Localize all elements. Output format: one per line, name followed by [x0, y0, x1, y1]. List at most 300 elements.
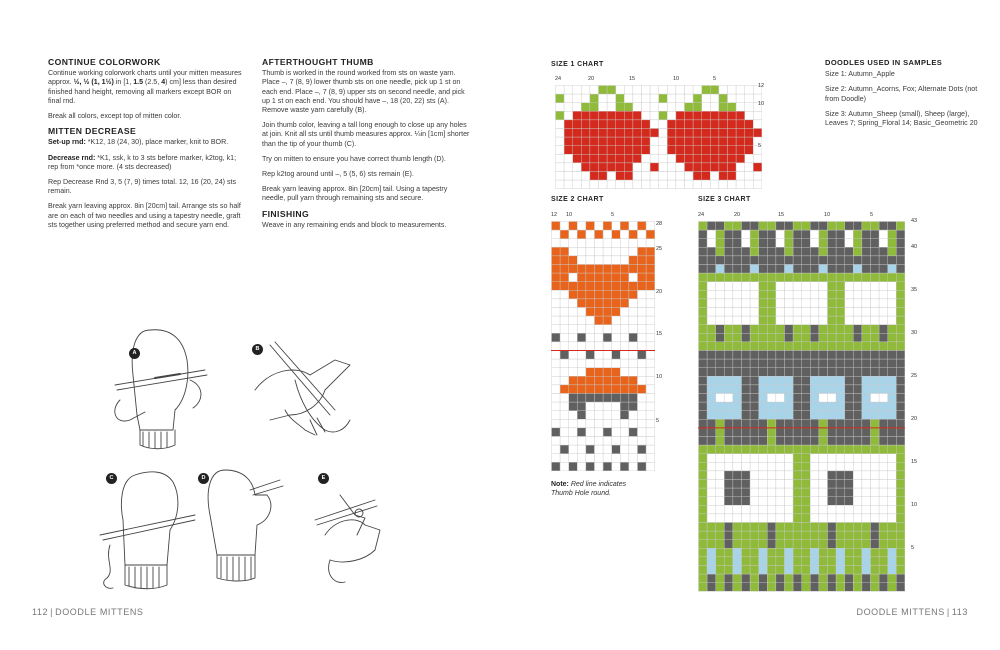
chart-cell — [620, 256, 629, 265]
chart-cell — [871, 540, 880, 549]
chart-cell — [736, 120, 745, 129]
chart-cell — [750, 333, 759, 342]
chart-cell — [719, 180, 728, 189]
chart-cell — [862, 394, 871, 403]
chart-cell — [577, 290, 586, 299]
chart-cell — [702, 180, 711, 189]
chart-cell — [819, 445, 828, 454]
chart-cell — [699, 480, 708, 489]
chart-cell — [707, 531, 716, 540]
chart-cell — [724, 394, 733, 403]
setup-label: Set-up rnd: — [48, 138, 86, 147]
chart-cell — [620, 402, 629, 411]
chart-cell — [638, 428, 647, 437]
chart-cell — [750, 566, 759, 575]
chart-cell — [667, 154, 676, 163]
chart-cell — [767, 239, 776, 248]
chart-cell — [646, 419, 655, 428]
chart-cell — [896, 308, 905, 317]
chart-cell — [750, 230, 759, 239]
chart-cell — [871, 342, 880, 351]
chart-cell — [828, 419, 837, 428]
chart-cell — [699, 437, 708, 446]
chart-cell — [702, 129, 711, 138]
chart-cell — [716, 299, 725, 308]
chart-cell — [819, 574, 828, 583]
chart-cell — [802, 376, 811, 385]
chart-cell — [569, 316, 578, 325]
chart-cell — [586, 239, 595, 248]
chart-cell — [845, 411, 854, 420]
chart-cell — [699, 428, 708, 437]
chart-cell — [845, 333, 854, 342]
chart-cell — [638, 445, 647, 454]
chart-cell — [693, 86, 702, 95]
chart-cell — [733, 351, 742, 360]
chart-cell — [577, 428, 586, 437]
chart-cell — [716, 488, 725, 497]
chart-cell — [819, 273, 828, 282]
chart-cell — [612, 325, 621, 334]
chart-cell — [728, 137, 737, 146]
chart-cell — [896, 385, 905, 394]
chart-cell — [733, 514, 742, 523]
chart-cell — [552, 290, 561, 299]
chart-cell — [612, 359, 621, 368]
chart-cell — [728, 111, 737, 120]
chart-cell — [853, 437, 862, 446]
chart-cell — [802, 385, 811, 394]
size1-side-ticks — [758, 85, 770, 185]
chart-cell — [595, 445, 604, 454]
chart-cell — [853, 239, 862, 248]
chart-cell — [552, 402, 561, 411]
chart-cell — [810, 437, 819, 446]
chart-cell — [862, 454, 871, 463]
chart-cell — [724, 325, 733, 334]
chart-cell — [707, 402, 716, 411]
chart-cell — [785, 454, 794, 463]
chart-cell — [750, 342, 759, 351]
chart-cell — [896, 342, 905, 351]
chart-cell — [736, 146, 745, 155]
illustration-a — [115, 330, 207, 449]
decrease-round-text — [48, 154, 243, 172]
chart-cell — [793, 385, 802, 394]
chart-cell — [879, 265, 888, 274]
chart-cell — [793, 247, 802, 256]
chart-cell — [871, 325, 880, 334]
size2-chart — [551, 221, 655, 471]
chart-cell — [569, 385, 578, 394]
chart-cell — [612, 333, 621, 342]
chart-cell — [767, 290, 776, 299]
chart-cell — [896, 471, 905, 480]
chart-cell — [785, 574, 794, 583]
chart-cell — [719, 172, 728, 181]
chart-cell — [612, 273, 621, 282]
chart-cell — [742, 342, 751, 351]
chart-cell — [719, 163, 728, 172]
chart-cell — [646, 411, 655, 420]
chart-cell — [802, 566, 811, 575]
chart-cell — [845, 428, 854, 437]
chart-cell — [716, 540, 725, 549]
chart-cell — [719, 86, 728, 95]
chart-cell — [742, 480, 751, 489]
chart-cell — [745, 94, 754, 103]
chart-cell — [785, 437, 794, 446]
chart-cell — [556, 86, 565, 95]
chart-cell — [793, 505, 802, 514]
chart-cell — [853, 222, 862, 231]
chart-cell — [767, 385, 776, 394]
chart-cell — [742, 230, 751, 239]
chart-cell — [607, 180, 616, 189]
chart-cell — [785, 514, 794, 523]
chart-cell — [710, 172, 719, 181]
chart-cell — [759, 428, 768, 437]
chart-cell — [577, 351, 586, 360]
chart-cell — [716, 359, 725, 368]
chart-cell — [733, 445, 742, 454]
chart-cell — [569, 247, 578, 256]
chart-cell — [853, 394, 862, 403]
chart-cell — [586, 376, 595, 385]
chart-cell — [879, 222, 888, 231]
tick-label: 20 — [588, 76, 595, 82]
chart-cell — [862, 316, 871, 325]
illustration-e — [315, 495, 380, 583]
chart-cell — [896, 497, 905, 506]
chart-cell — [828, 445, 837, 454]
chart-cell — [638, 230, 647, 239]
chart-cell — [560, 290, 569, 299]
chart-cell — [581, 180, 590, 189]
chart-cell — [620, 230, 629, 239]
chart-cell — [853, 376, 862, 385]
chart-cell — [573, 129, 582, 138]
chart-cell — [793, 437, 802, 446]
chart-cell — [819, 308, 828, 317]
chart-cell — [552, 256, 561, 265]
chart-cell — [699, 299, 708, 308]
chart-cell — [724, 376, 733, 385]
chart-cell — [699, 454, 708, 463]
chart-cell — [724, 230, 733, 239]
chart-cell — [676, 154, 685, 163]
chart-cell — [707, 273, 716, 282]
chart-cell — [577, 230, 586, 239]
chart-cell — [685, 137, 694, 146]
chart-cell — [742, 273, 751, 282]
chart-cell — [569, 239, 578, 248]
chart-cell — [642, 146, 651, 155]
chart-cell — [603, 333, 612, 342]
chart-cell — [633, 86, 642, 95]
chart-cell — [871, 548, 880, 557]
chart-cell — [879, 462, 888, 471]
chart-cell — [685, 129, 694, 138]
chart-cell — [595, 351, 604, 360]
chart-cell — [716, 265, 725, 274]
chart-cell — [638, 222, 647, 231]
chart-cell — [853, 557, 862, 566]
chart-cell — [667, 172, 676, 181]
chart-cell — [776, 480, 785, 489]
chart-cell — [745, 163, 754, 172]
chart-cell — [759, 222, 768, 231]
chart-cell — [896, 419, 905, 428]
chart-cell — [871, 471, 880, 480]
chart-cell — [853, 445, 862, 454]
chart-cell — [577, 273, 586, 282]
chart-cell — [603, 342, 612, 351]
chart-cell — [750, 480, 759, 489]
chart-cell — [603, 402, 612, 411]
chart-cell — [603, 316, 612, 325]
chart-cell — [638, 368, 647, 377]
chart-cell — [767, 505, 776, 514]
chart-cell — [629, 376, 638, 385]
chart-cell — [793, 445, 802, 454]
chart-cell — [836, 247, 845, 256]
chart-cell — [724, 282, 733, 291]
chart-cell — [845, 402, 854, 411]
chart-cell — [888, 368, 897, 377]
chart-cell — [767, 411, 776, 420]
chart-cell — [750, 351, 759, 360]
chart-cell — [699, 351, 708, 360]
chart-cell — [750, 308, 759, 317]
chart-cell — [667, 111, 676, 120]
chart-cell — [871, 239, 880, 248]
chart-cell — [560, 325, 569, 334]
chart-cell — [699, 394, 708, 403]
chart-cell — [646, 290, 655, 299]
chart-cell — [853, 471, 862, 480]
chart-cell — [871, 308, 880, 317]
chart-cell — [793, 394, 802, 403]
chart-cell — [776, 531, 785, 540]
chart-cell — [707, 523, 716, 532]
chart-cell — [879, 411, 888, 420]
chart-cell — [650, 137, 659, 146]
chart-cell — [646, 359, 655, 368]
chart-cell — [710, 163, 719, 172]
chart-cell — [603, 265, 612, 274]
chart-cell — [620, 368, 629, 377]
chart-cell — [785, 480, 794, 489]
tick-label: 5 — [656, 418, 660, 424]
chart-cell — [853, 368, 862, 377]
chart-cell — [767, 247, 776, 256]
chart-cell — [767, 480, 776, 489]
chart-cell — [750, 488, 759, 497]
chart-cell — [595, 368, 604, 377]
chart-cell — [750, 247, 759, 256]
chart-cell — [853, 428, 862, 437]
chart-cell — [716, 290, 725, 299]
chart-cell — [590, 86, 599, 95]
chart-cell — [879, 445, 888, 454]
chart-cell — [616, 180, 625, 189]
chart-cell — [733, 523, 742, 532]
chart-cell — [793, 488, 802, 497]
chart-cell — [595, 428, 604, 437]
chart-cell — [624, 86, 633, 95]
chart-cell — [552, 428, 561, 437]
chart-cell — [716, 514, 725, 523]
chart-cell — [707, 385, 716, 394]
chart-cell — [595, 230, 604, 239]
chart-cell — [742, 497, 751, 506]
chart-cell — [581, 137, 590, 146]
chart-cell — [676, 111, 685, 120]
chart-cell — [836, 402, 845, 411]
chart-cell — [810, 583, 819, 592]
chart-cell — [577, 316, 586, 325]
chart-cell — [719, 137, 728, 146]
chart-cell — [577, 359, 586, 368]
chart-cell — [620, 247, 629, 256]
chart-cell — [699, 445, 708, 454]
chart-cell — [699, 333, 708, 342]
chart-cell — [646, 239, 655, 248]
tick-label: 5 — [758, 143, 762, 149]
chart-cell — [871, 574, 880, 583]
chart-cell — [728, 146, 737, 155]
chart-cell — [716, 256, 725, 265]
chart-cell — [810, 557, 819, 566]
chart-cell — [853, 273, 862, 282]
chart-cell — [836, 557, 845, 566]
chart-cell — [616, 146, 625, 155]
chart-cell — [742, 256, 751, 265]
text-run: ) cm] less than desired finished hand height, removing all markers except BOR on final rnd. — [48, 78, 237, 105]
chart-cell — [888, 351, 897, 360]
chart-cell — [612, 428, 621, 437]
chart-cell — [785, 333, 794, 342]
folio-title: DOODLE MITTENS — [55, 607, 144, 617]
chart-cell — [767, 376, 776, 385]
chart-cell — [793, 368, 802, 377]
chart-cell — [586, 385, 595, 394]
chart-cell — [785, 290, 794, 299]
chart-cell — [646, 385, 655, 394]
chart-cell — [802, 290, 811, 299]
chart-cell — [685, 180, 694, 189]
chart-cell — [767, 540, 776, 549]
chart-cell — [646, 222, 655, 231]
chart-cell — [560, 419, 569, 428]
left-column — [48, 58, 243, 236]
chart-cell — [693, 137, 702, 146]
chart-cell — [577, 222, 586, 231]
chart-cell — [707, 299, 716, 308]
chart-cell — [560, 351, 569, 360]
chart-cell — [862, 514, 871, 523]
chart-cell — [845, 273, 854, 282]
chart-cell — [685, 111, 694, 120]
chart-cell — [759, 531, 768, 540]
chart-cell — [767, 574, 776, 583]
tick-label: 5 — [911, 545, 915, 551]
mitten-decrease-heading: MITTEN DECREASE — [48, 126, 137, 137]
chart-cell — [702, 86, 711, 95]
chart-cell — [569, 359, 578, 368]
chart-cell — [699, 290, 708, 299]
chart-cell — [552, 308, 561, 317]
chart-cell — [810, 333, 819, 342]
chart-cell — [638, 239, 647, 248]
size2-chart-title: SIZE 2 CHART — [551, 196, 604, 203]
chart-cell — [879, 488, 888, 497]
chart-cell — [793, 290, 802, 299]
chart-cell — [599, 172, 608, 181]
chart-cell — [871, 437, 880, 446]
chart-cell — [845, 574, 854, 583]
chart-cell — [612, 290, 621, 299]
chart-cell — [595, 385, 604, 394]
thumb-text-4: Rep k2tog around until –, 5 (5, 6) sts remain (E). — [262, 170, 414, 179]
chart-cell — [759, 574, 768, 583]
chart-cell — [707, 540, 716, 549]
chart-cell — [767, 342, 776, 351]
chart-cell — [707, 351, 716, 360]
chart-cell — [750, 497, 759, 506]
tick-label: 10 — [673, 76, 680, 82]
tick-label: 24 — [698, 212, 705, 218]
chart-cell — [716, 471, 725, 480]
chart-cell — [810, 402, 819, 411]
chart-cell — [785, 445, 794, 454]
chart-cell — [810, 290, 819, 299]
chart-cell — [716, 333, 725, 342]
chart-cell — [776, 497, 785, 506]
chart-cell — [612, 299, 621, 308]
chart-cell — [569, 299, 578, 308]
chart-cell — [599, 103, 608, 112]
chart-cell — [879, 497, 888, 506]
chart-cell — [646, 273, 655, 282]
chart-cell — [620, 308, 629, 317]
chart-cell — [759, 394, 768, 403]
chart-cell — [888, 385, 897, 394]
chart-cell — [896, 222, 905, 231]
chart-cell — [828, 540, 837, 549]
chart-cell — [828, 351, 837, 360]
chart-cell — [719, 103, 728, 112]
chart-cell — [629, 256, 638, 265]
chart-cell — [702, 94, 711, 103]
chart-cell — [862, 299, 871, 308]
chart-cell — [793, 333, 802, 342]
chart-cell — [810, 531, 819, 540]
chart-cell — [767, 256, 776, 265]
chart-cell — [879, 316, 888, 325]
chart-cell — [612, 411, 621, 420]
chart-cell — [802, 316, 811, 325]
chart-cell — [767, 523, 776, 532]
chart-cell — [810, 480, 819, 489]
chart-cell — [879, 566, 888, 575]
chart-cell — [707, 505, 716, 514]
chart-cell — [845, 325, 854, 334]
chart-cell — [646, 333, 655, 342]
chart-cell — [819, 342, 828, 351]
chart-cell — [560, 230, 569, 239]
